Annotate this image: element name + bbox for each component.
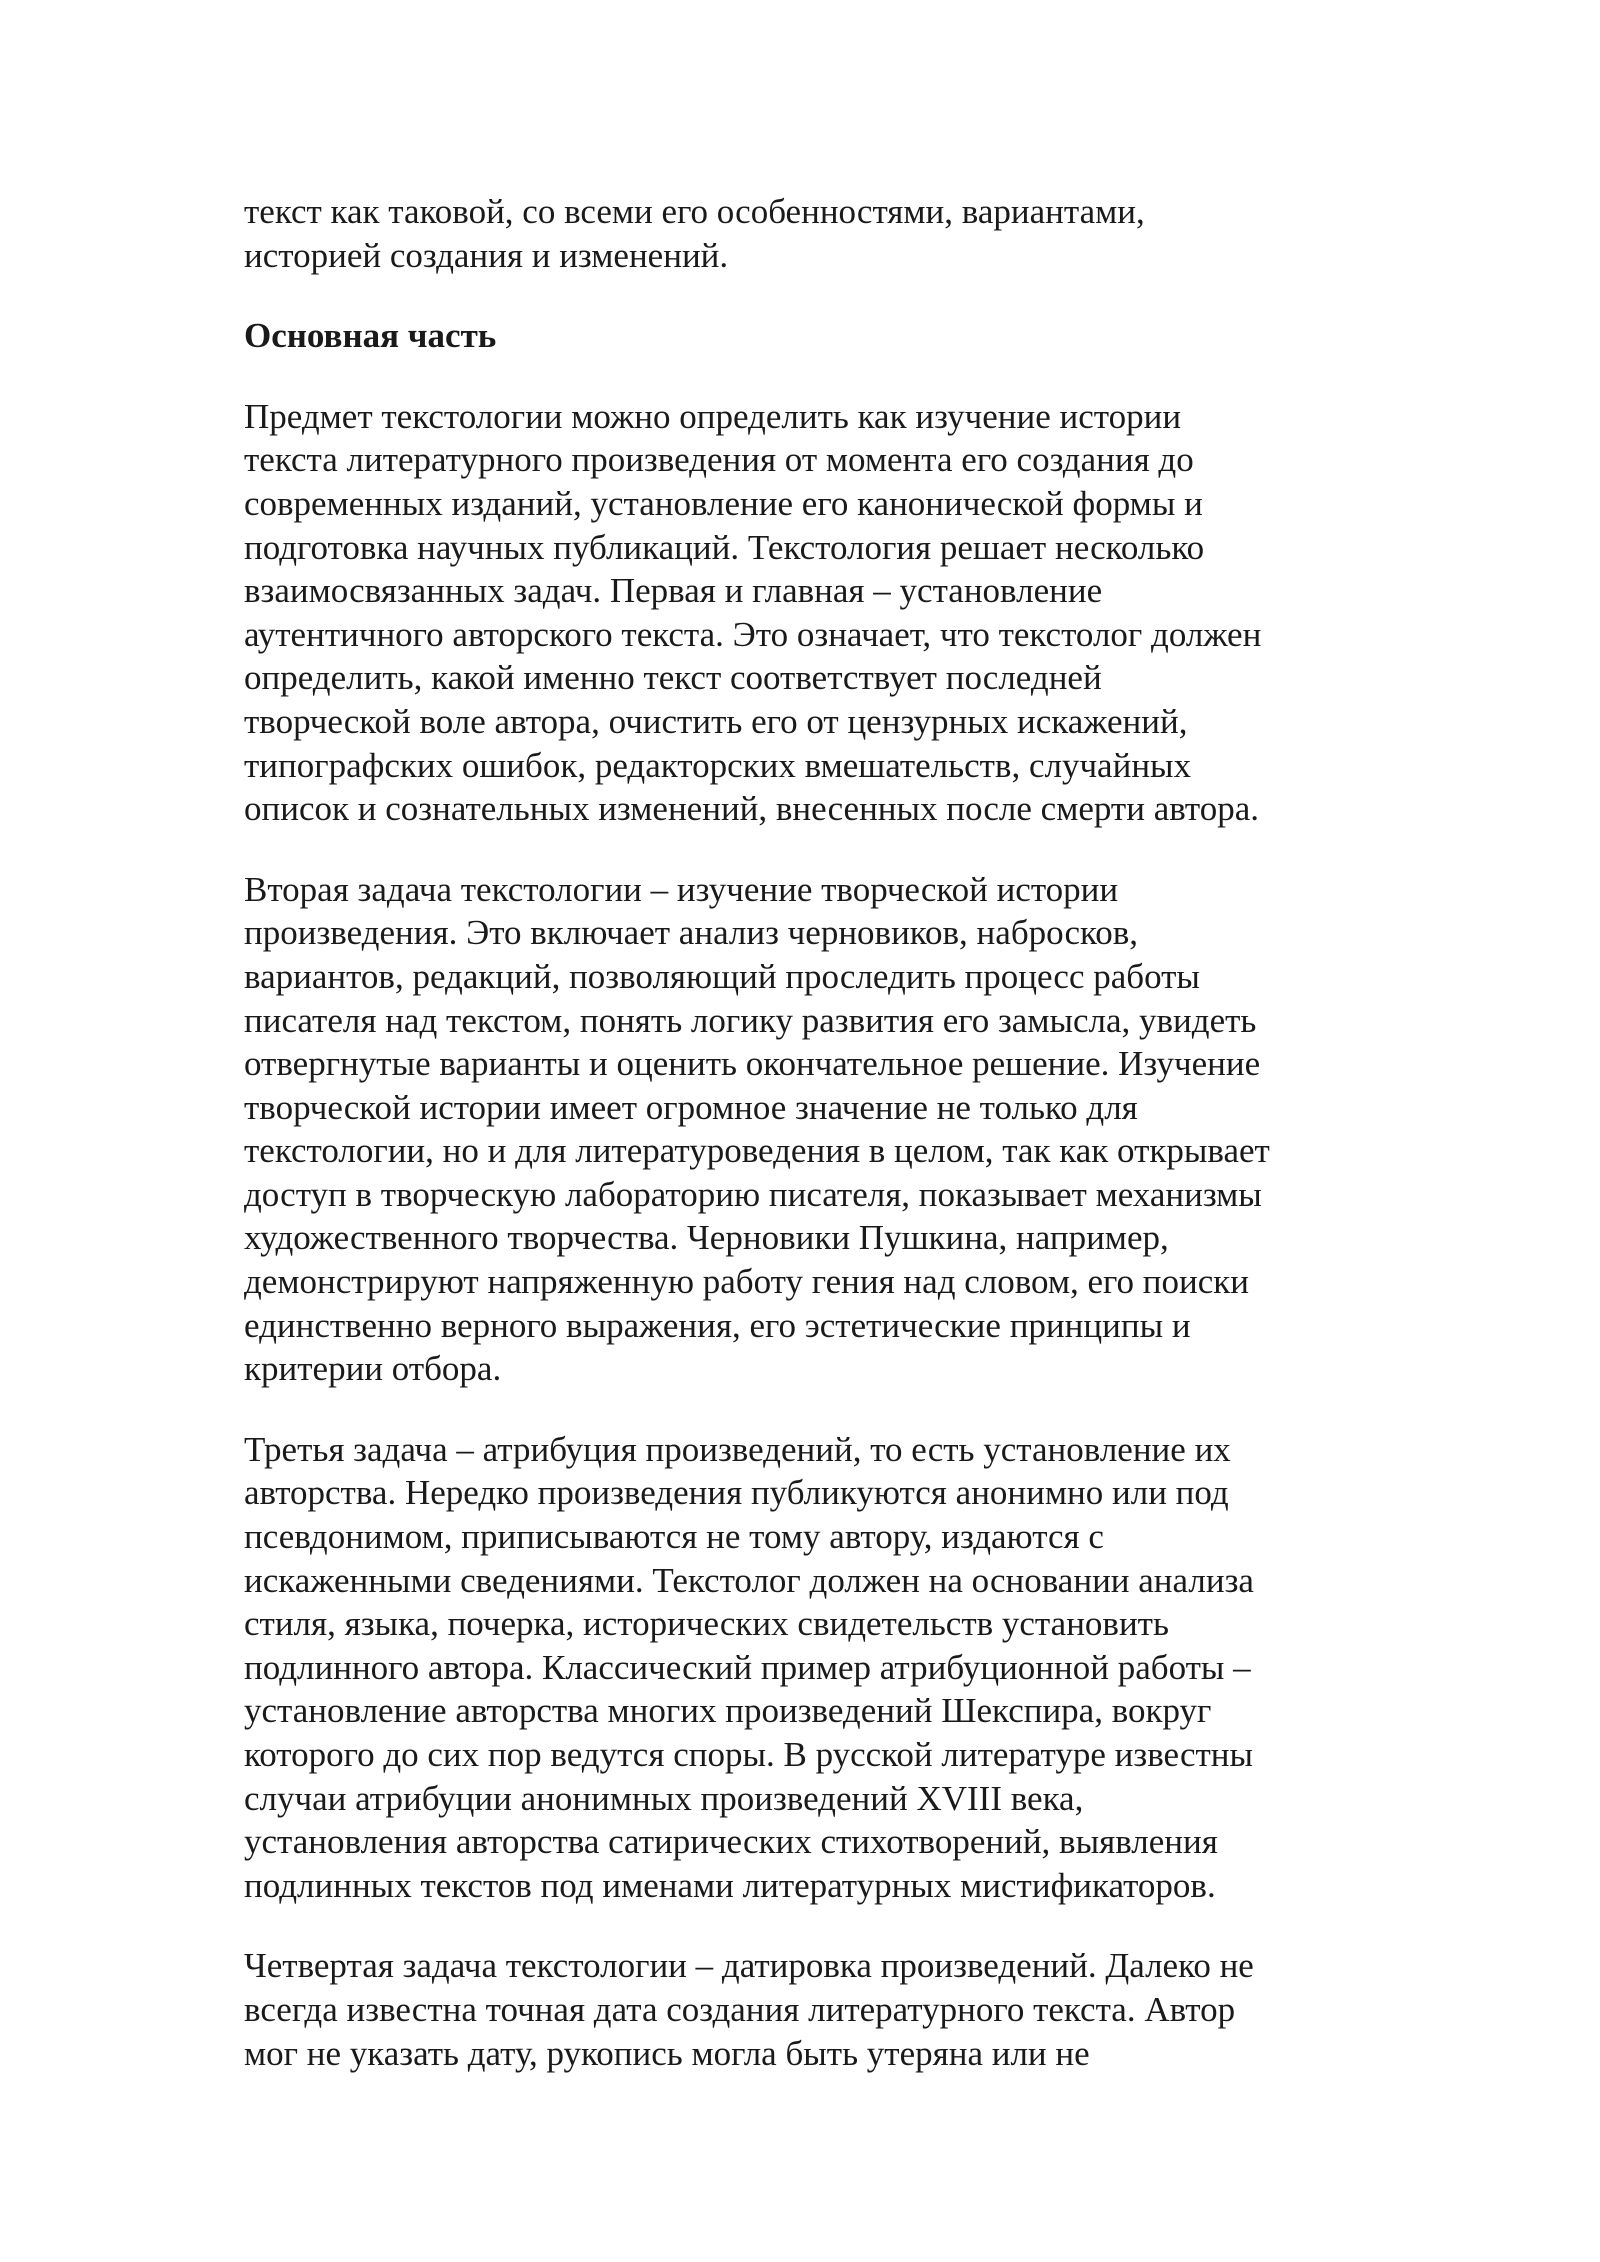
- text-line: описок и сознательных изменений, внесенных после смерти автора.: [244, 789, 1260, 829]
- text-line: произведения. Это включает анализ черновиков, набросков,: [244, 913, 1139, 953]
- paragraph-subject: [244, 395, 1384, 831]
- intro-paragraph: [244, 190, 1384, 277]
- text-line: взаимосвязанных задач. Первая и главная – установление: [244, 571, 1103, 611]
- text-line: Четвертая задача текстологии – датировка произведений. Далеко не: [244, 1946, 1254, 1986]
- text-line: доступ в творческую лабораторию писателя, показывает механизмы: [244, 1174, 1262, 1214]
- text-line: всегда известна точная дата создания литературного текста. Автор: [244, 1989, 1236, 2029]
- text-line: Предмет текстологии можно определить как изучение истории: [244, 396, 1182, 436]
- text-line: установление авторства многих произведений Шекспира, вокруг: [244, 1691, 1212, 1731]
- text-line: определить, какой именно текст соответствует последней: [244, 658, 1102, 698]
- text-line: подготовка научных публикаций. Текстология решает несколько: [244, 527, 1205, 567]
- text-line: Третья задача – атрибуция произведений, то есть установление их: [244, 1429, 1231, 1469]
- text-line: критерии отбора.: [244, 1349, 502, 1389]
- paragraph-gap: [244, 277, 1384, 314]
- document-page: [244, 190, 1384, 2075]
- text-line: Вторая задача текстологии – изучение творческой истории: [244, 869, 1119, 909]
- text-line: современных изданий, установление его канонической формы и: [244, 483, 1203, 523]
- text-line: вариантов, редакций, позволяющий проследить процесс работы: [244, 956, 1200, 996]
- text-line: типографских ошибок, редакторских вмешательств, случайных: [244, 745, 1192, 785]
- text-line: историей создания и изменений.: [244, 235, 729, 275]
- paragraph-gap: [244, 1391, 1384, 1428]
- text-line: отвергнутые варианты и оценить окончательное решение. Изучение: [244, 1044, 1261, 1084]
- paragraph-gap: [244, 831, 1384, 868]
- text-line: которого до сих пор ведутся споры. В русской литературе известны: [244, 1735, 1254, 1774]
- text-line: мог не указать дату, рукопись могла быть утеряна или не: [244, 2033, 1090, 2073]
- text-line: подлинных текстов под именами литературных мистификаторов.: [244, 1865, 1216, 1905]
- text-line: текст как таковой, со всеми его особенностями, вариантами,: [244, 192, 1145, 231]
- paragraph-third-task: [244, 1428, 1384, 1908]
- text-line: искаженными сведениями. Текстолог должен на основании анализа: [244, 1560, 1254, 1600]
- text-line: псевдонимом, приписываются не тому автору, издаются с: [244, 1517, 1104, 1557]
- text-line: стиля, языка, почерка, исторических свидетельств установить: [244, 1604, 1169, 1644]
- text-line: текстологии, но и для литературоведения в целом, так как открывает: [244, 1131, 1270, 1171]
- section-heading: Основная часть: [244, 316, 497, 356]
- text-line: аутентичного авторского текста. Это означает, что текстолог должен: [244, 614, 1262, 654]
- text-line: текста литературного произведения от момента его создания до: [244, 440, 1194, 480]
- text-line: художественного творчества. Черновики Пушкина, например,: [244, 1218, 1169, 1258]
- text-line: творческой истории имеет огромное значение не только для: [244, 1087, 1138, 1127]
- text-line: установления авторства сатирических стихотворений, выявления: [244, 1822, 1218, 1862]
- text-line: демонстрируют напряженную работу гения над словом, его поиски: [244, 1262, 1250, 1302]
- paragraph-gap: [244, 358, 1384, 395]
- text-line: единственно верного выражения, его эстетические принципы и: [244, 1305, 1191, 1345]
- paragraph-gap: [244, 1907, 1384, 1944]
- text-line: творческой воле автора, очистить его от цензурных искажений,: [244, 701, 1188, 741]
- text-line: писателя над текстом, понять логику развития его замысла, увидеть: [244, 1000, 1257, 1040]
- text-line: подлинного автора. Классический пример атрибуционной работы –: [244, 1647, 1251, 1687]
- text-line: авторства. Нередко произведения публикуются анонимно или под: [244, 1473, 1229, 1513]
- paragraph-fourth-task: [244, 1944, 1384, 2075]
- paragraph-second-task: [244, 868, 1384, 1391]
- text-line: случаи атрибуции анонимных произведений XVIII века,: [244, 1778, 1084, 1818]
